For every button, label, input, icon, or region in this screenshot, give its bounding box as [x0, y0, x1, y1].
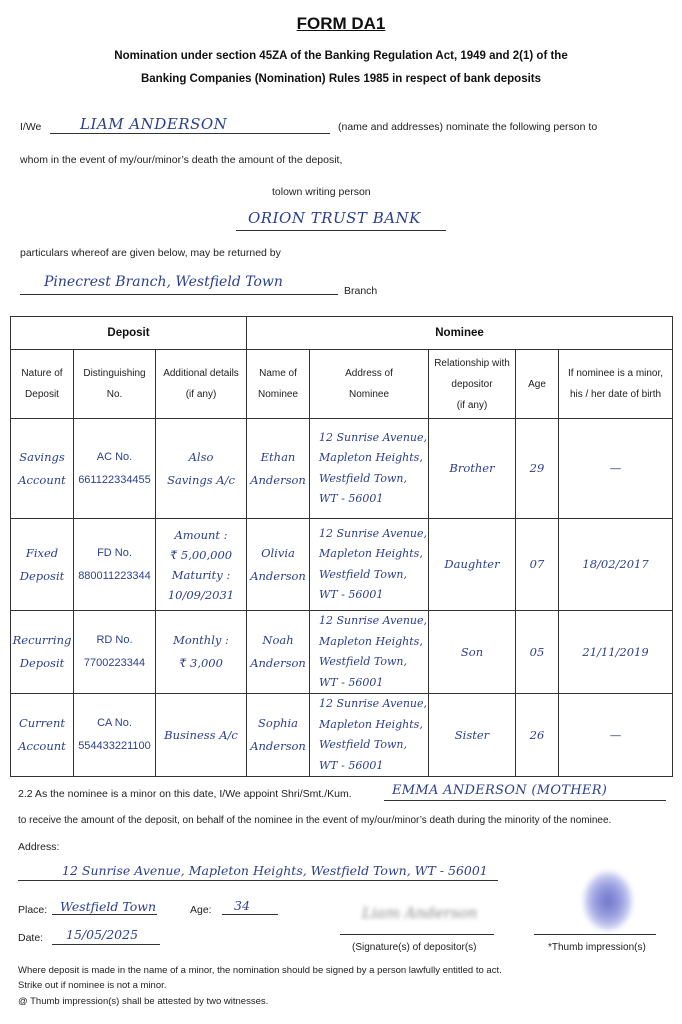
- table-row: [11, 519, 673, 611]
- number-cell[interactable]: AC No. 661122334455: [74, 419, 156, 519]
- column-header: Age: [516, 350, 559, 419]
- number-cell[interactable]: RD No. 7700223344: [74, 611, 156, 694]
- footnote-strike: Strike out if nominee is not a minor.: [18, 980, 167, 991]
- form-subtitle-line-1: Nomination under section 45ZA of the Banking Regulation Act, 1949 and 2(1) of the: [114, 50, 568, 62]
- nature-cell[interactable]: Recurring Deposit: [11, 611, 74, 694]
- number-cell[interactable]: FD No. 880011223344: [74, 519, 156, 611]
- signature-underline: [340, 934, 494, 935]
- footnote-thumb: @ Thumb impression(s) shall be attested by two witnesses.: [18, 996, 269, 1007]
- details-cell[interactable]: Also Savings A/c: [156, 419, 247, 519]
- nature-cell[interactable]: Savings Account: [11, 419, 74, 519]
- nominee-name-cell[interactable]: Olivia Anderson: [247, 519, 310, 611]
- number-cell[interactable]: CA No. 554433221100: [74, 694, 156, 777]
- relationship-cell[interactable]: Son: [429, 611, 516, 694]
- tolown-text: tolown writing person: [272, 186, 371, 198]
- place-label: Place:: [18, 904, 48, 916]
- branch-underline: [20, 294, 338, 295]
- age-cell[interactable]: 29: [516, 419, 559, 519]
- appoint-text: 2.2 As the nominee is a minor on this date, I/We appoint Shri/Smt./Kum.: [18, 788, 352, 800]
- depositor-name-underline: [50, 133, 330, 134]
- nominee-address-cell[interactable]: 12 Sunrise Avenue, Mapleton Heights, Westfield Town, WT - 56001: [310, 611, 429, 694]
- table-column-header-row: [11, 350, 673, 419]
- relationship-cell[interactable]: Brother: [429, 419, 516, 519]
- age-field[interactable]: 34: [234, 898, 250, 913]
- nominee-name-cell[interactable]: Ethan Anderson: [247, 419, 310, 519]
- column-header: Address of Nominee: [310, 350, 429, 419]
- table-row: [11, 419, 673, 519]
- guardian-field[interactable]: EMMA ANDERSON (MOTHER): [392, 783, 608, 798]
- nature-cell[interactable]: Current Account: [11, 694, 74, 777]
- date-underline: [52, 944, 160, 945]
- depositor-name-field[interactable]: LIAM ANDERSON: [80, 115, 228, 133]
- column-header: Relationship with depositor (if any): [429, 350, 516, 419]
- date-field[interactable]: 15/05/2025: [66, 927, 139, 942]
- nominee-group-header: Nominee: [247, 317, 673, 350]
- table-row: [11, 694, 673, 777]
- form-title: FORM DA1: [296, 14, 386, 33]
- column-header: Name of Nominee: [247, 350, 310, 419]
- whom-text: whom in the event of my/our/minor’s death the amount of the deposit,: [20, 154, 343, 166]
- nominee-address-cell[interactable]: 12 Sunrise Avenue, Mapleton Heights, Westfield Town, WT - 56001: [310, 419, 429, 519]
- depositor-signature: Liam Anderson: [362, 904, 478, 922]
- name-addresses-text: (name and addresses) nominate the following person to: [338, 121, 598, 133]
- dob-cell[interactable]: —: [559, 694, 673, 777]
- column-header: Distinguishing No.: [74, 350, 156, 419]
- details-cell[interactable]: Business A/c: [156, 694, 247, 777]
- dob-cell[interactable]: 21/11/2019: [559, 611, 673, 694]
- form-subtitle-line-2: Banking Companies (Nomination) Rules 1985 in respect of bank deposits: [140, 73, 542, 85]
- details-cell[interactable]: Amount : ₹ 5,00,000 Maturity : 10/09/2031: [156, 519, 247, 611]
- place-underline: [52, 914, 157, 915]
- details-cell[interactable]: Monthly : ₹ 3,000: [156, 611, 247, 694]
- thumb-impression: [584, 872, 632, 930]
- age-cell[interactable]: 05: [516, 611, 559, 694]
- nature-cell[interactable]: Fixed Deposit: [11, 519, 74, 611]
- bank-name-underline: [236, 230, 446, 231]
- dob-cell[interactable]: 18/02/2017: [559, 519, 673, 611]
- relationship-cell[interactable]: Daughter: [429, 519, 516, 611]
- dob-cell[interactable]: —: [559, 419, 673, 519]
- nomination-table: [10, 316, 673, 777]
- column-header: Nature of Deposit: [11, 350, 74, 419]
- deposit-group-header: Deposit: [11, 317, 247, 350]
- table-group-header-row: [11, 317, 673, 350]
- age-label: Age:: [190, 904, 212, 916]
- nominee-address-cell[interactable]: 12 Sunrise Avenue, Mapleton Heights, Westfield Town, WT - 56001: [310, 519, 429, 611]
- guardian-underline: [384, 800, 666, 801]
- receive-text: to receive the amount of the deposit, on behalf of the nominee in the event of my/our/minor’s death during the minority of the nominee.: [18, 815, 612, 826]
- branch-field[interactable]: Pinecrest Branch, Westfield Town: [44, 274, 283, 290]
- relationship-cell[interactable]: Sister: [429, 694, 516, 777]
- thumb-underline: [534, 934, 656, 935]
- place-field[interactable]: Westfield Town: [60, 899, 157, 914]
- branch-label: Branch: [344, 285, 378, 297]
- column-header: If nominee is a minor, his / her date of birth: [559, 350, 673, 419]
- age-underline: [222, 914, 278, 915]
- table-row: [11, 611, 673, 694]
- address-underline: [18, 880, 498, 881]
- age-cell[interactable]: 26: [516, 694, 559, 777]
- nominee-address-cell[interactable]: 12 Sunrise Avenue, Mapleton Heights, Westfield Town, WT - 56001: [310, 694, 429, 777]
- address-label: Address:: [18, 841, 60, 853]
- address-field[interactable]: 12 Sunrise Avenue, Mapleton Heights, Westfield Town, WT - 56001: [62, 863, 488, 878]
- column-header: Additional details (if any): [156, 350, 247, 419]
- nominee-name-cell[interactable]: Sophia Anderson: [247, 694, 310, 777]
- date-label: Date:: [18, 932, 44, 944]
- bank-name-field[interactable]: ORION TRUST BANK: [248, 209, 421, 227]
- particulars-text: particulars whereof are given below, may be returned by: [20, 247, 281, 259]
- age-cell[interactable]: 07: [516, 519, 559, 611]
- thumb-label: *Thumb impression(s): [548, 942, 646, 953]
- iwe-label: I/We: [20, 121, 42, 133]
- signature-label: (Signature(s) of depositor(s): [352, 942, 477, 953]
- footnote-minor: Where deposit is made in the name of a minor, the nomination should be signed by a person lawfully entitled to act.: [18, 965, 502, 976]
- nominee-name-cell[interactable]: Noah Anderson: [247, 611, 310, 694]
